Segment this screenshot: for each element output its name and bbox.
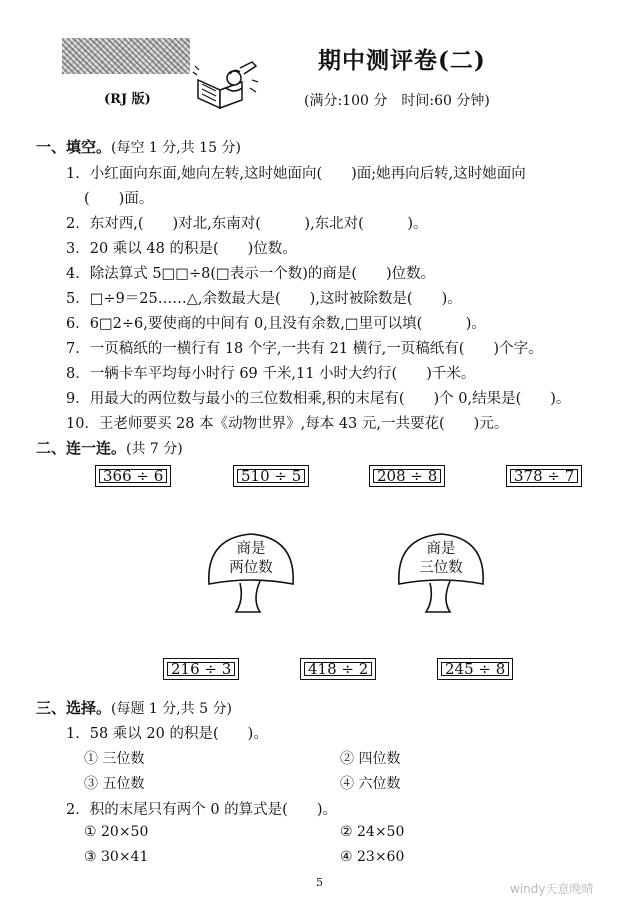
bottom-expression-box-1: 216 ÷ 3 bbox=[163, 658, 239, 680]
section1-heading: 一、填空。 bbox=[36, 138, 112, 156]
question-4: 4．除法算式 5□□÷8(□表示一个数)的商是( )位数。 bbox=[66, 266, 436, 282]
choice-question-2: 2．积的末尾只有两个 0 的算式是( )。 bbox=[66, 802, 337, 818]
question-1b: ( )面。 bbox=[84, 191, 154, 207]
book-reading-icon bbox=[190, 60, 264, 112]
mushroom-left-label bbox=[228, 540, 274, 578]
q1-option-3: ③ 五位数 bbox=[84, 776, 145, 792]
section1-header bbox=[36, 136, 241, 157]
top-expression-box-1: 366 ÷ 6 bbox=[95, 465, 171, 487]
question-6: 6．6□2÷6,要使商的中间有 0,且没有余数,□里可以填( )。 bbox=[66, 316, 486, 332]
q1-option-2: ② 四位数 bbox=[340, 751, 401, 767]
question-8: 8．一辆卡车平均每小时行 69 千米,11 小时大约行( )千米。 bbox=[66, 366, 476, 382]
q2-option-1: ① 20×50 bbox=[84, 824, 149, 840]
exam-meta: (满分:100 分 时间:60 分钟) bbox=[304, 93, 490, 109]
question-2: 2．东对西,( )对北,东南对( ),东北对( )。 bbox=[66, 216, 428, 232]
page-title: 期中测评卷(二) bbox=[318, 47, 486, 74]
section2-heading: 二、连一连。 bbox=[36, 439, 127, 457]
bottom-expression-box-3: 245 ÷ 8 bbox=[437, 658, 513, 680]
top-expression-box-2: 510 ÷ 5 bbox=[233, 465, 309, 487]
question-1a: 1．小红面向东面,她向左转,这时她面向( )面;她再向后转,这时她面向 bbox=[66, 166, 526, 182]
q2-option-3: ③ 30×41 bbox=[84, 849, 149, 865]
question-3: 3．20 乘以 48 的积是( )位数。 bbox=[66, 241, 297, 257]
mushroom-right-line2: 三位数 bbox=[419, 560, 463, 576]
section2-header bbox=[36, 437, 183, 458]
mushroom-right-line1: 商是 bbox=[426, 541, 456, 557]
choice-question-1: 1．58 乘以 20 的积是( )。 bbox=[66, 726, 268, 742]
edition-label: (RJ 版) bbox=[104, 92, 151, 107]
question-9: 9．用最大的两位数与最小的三位数相乘,积的末尾有( )个 0,结果是( )。 bbox=[66, 391, 571, 407]
mushroom-left-line2: 两位数 bbox=[229, 560, 273, 576]
q1-option-1: ① 三位数 bbox=[84, 751, 145, 767]
scan-noise-logo bbox=[62, 38, 190, 74]
question-10: 10．王老师要买 28 本《动物世界》,每本 43 元,一共要花( )元。 bbox=[66, 416, 509, 432]
mushroom-left-line1: 商是 bbox=[236, 541, 266, 557]
section2-note: (共 7 分) bbox=[126, 441, 183, 457]
top-expression-box-4: 378 ÷ 7 bbox=[506, 465, 582, 487]
bottom-expression-box-2: 418 ÷ 2 bbox=[300, 658, 376, 680]
q2-option-4: ④ 23×60 bbox=[340, 849, 405, 865]
section1-note: (每空 1 分,共 15 分) bbox=[111, 140, 241, 156]
watermark: windy天意晚晴 bbox=[510, 882, 594, 896]
q2-option-2: ② 24×50 bbox=[340, 824, 405, 840]
section3-heading: 三、选择。 bbox=[36, 699, 112, 717]
mushroom-right-label bbox=[418, 540, 464, 578]
question-7: 7．一页稿纸的一横行有 18 个字,一共有 21 横行,一页稿纸有( )个字。 bbox=[66, 341, 543, 357]
section3-header bbox=[36, 697, 232, 718]
top-expression-box-3: 208 ÷ 8 bbox=[369, 465, 445, 487]
question-5: 5．□÷9＝25……△,余数最大是( ),这时被除数是( )。 bbox=[66, 291, 462, 307]
q1-option-4: ④ 六位数 bbox=[340, 776, 401, 792]
section3-note: (每题 1 分,共 5 分) bbox=[111, 701, 233, 717]
page-number: 5 bbox=[316, 876, 323, 889]
